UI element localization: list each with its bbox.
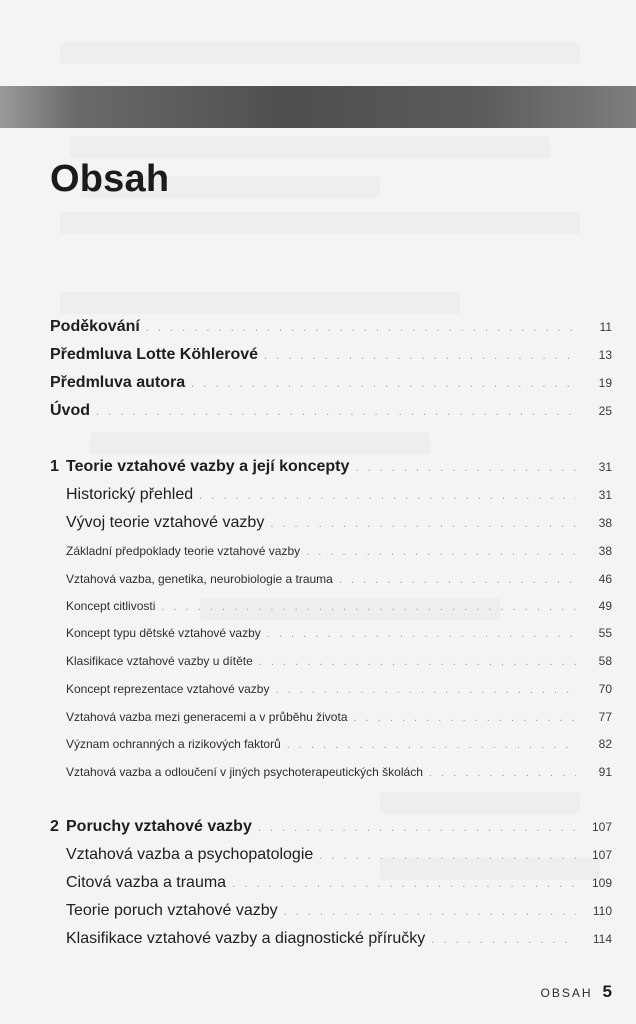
toc-section-theory-development[interactable] (50, 514, 612, 532)
toc-subsection[interactable] (50, 765, 612, 779)
toc-entry-title: Koncept citlivosti (66, 599, 156, 613)
toc-entry-introduction[interactable] (50, 402, 612, 420)
toc-entry-page: 114 (592, 932, 612, 946)
leader-dots (96, 406, 576, 418)
toc-entry-acknowledgements[interactable] (50, 318, 612, 336)
leader-dots (258, 822, 576, 834)
toc-subsection[interactable] (50, 654, 612, 668)
toc-entry-foreword-kohler[interactable] (50, 346, 612, 364)
toc-entry-title: Základní předpoklady teorie vztahové vazby (66, 544, 301, 558)
toc-entry-foreword-author[interactable] (50, 374, 612, 392)
toc-chapter-title (50, 458, 349, 476)
toc-chapter-title (50, 818, 252, 836)
toc-entry-title: Citová vazba a trauma (66, 874, 227, 891)
toc-entry-page: 82 (598, 737, 612, 751)
toc-entry-page: 55 (598, 626, 612, 640)
toc-section-history[interactable] (50, 486, 612, 504)
leader-dots (146, 322, 576, 334)
toc-entry-title: Předmluva autora (50, 374, 186, 391)
toc-entry-page: 49 (598, 599, 612, 613)
toc-entry-title: Koncept typu dětské vztahové vazby (66, 626, 261, 640)
leader-dots (232, 878, 576, 890)
toc-entry-page: 38 (598, 544, 612, 558)
toc-entry-title: Teorie poruch vztahové vazby (66, 902, 278, 919)
toc-entry-page: 31 (598, 460, 612, 474)
leader-dots (339, 574, 576, 586)
toc-entry-page: 46 (598, 572, 612, 586)
toc-chapter-2[interactable] (50, 818, 612, 836)
leader-dots (431, 934, 576, 946)
toc-entry-page: 110 (592, 904, 612, 918)
page-title: Obsah (50, 158, 170, 200)
toc-section[interactable] (50, 874, 612, 892)
leader-dots (191, 378, 576, 390)
leader-dots (264, 350, 576, 362)
page-number: 5 (602, 982, 612, 1001)
chapter-title: Teorie vztahové vazby a její koncepty (66, 458, 350, 475)
toc-subsection[interactable] (50, 710, 612, 724)
toc-entry-title: Vztahová vazba a psychopatologie (66, 846, 314, 863)
chapter-number: 2 (50, 818, 59, 835)
toc-entry-page: 31 (598, 488, 612, 502)
toc-section[interactable] (50, 846, 612, 864)
leader-dots (429, 767, 576, 779)
leader-dots (259, 656, 576, 668)
toc-section[interactable] (50, 902, 612, 920)
toc-entry-title: Vývoj teorie vztahové vazby (66, 514, 265, 531)
running-footer-label: OBSAH (540, 986, 593, 1000)
toc-entry-page: 13 (598, 348, 612, 362)
chapter-number: 1 (50, 458, 59, 475)
page-footer (541, 982, 612, 1002)
leader-dots (199, 490, 576, 502)
toc-entry-title: Vztahová vazba mezi generacemi a v průběhu života (66, 710, 348, 724)
toc-subsection[interactable] (50, 626, 612, 640)
toc-entry-title: Koncept reprezentace vztahové vazby (66, 682, 270, 696)
toc-entry-page: 107 (591, 820, 612, 834)
toc-subsection[interactable] (50, 544, 612, 558)
toc-chapter-1[interactable] (50, 458, 612, 476)
toc-entry-title: Vztahová vazba a odloučení v jiných psychoterapeutických školách (66, 765, 423, 779)
leader-dots (319, 850, 576, 862)
toc-entry-page: 25 (598, 404, 612, 418)
toc-entry-page: 109 (591, 876, 612, 890)
toc-entry-page: 11 (599, 320, 612, 334)
leader-dots (284, 906, 576, 918)
toc-entry-title: Vztahová vazba, genetika, neurobiologie a trauma (66, 572, 333, 586)
toc-entry-page: 77 (598, 710, 612, 724)
leader-dots (161, 601, 576, 613)
leader-dots (287, 739, 576, 751)
toc-entry-page: 38 (598, 516, 612, 530)
toc-entry-page: 19 (598, 376, 612, 390)
toc-entry-page: 58 (598, 654, 612, 668)
toc-entry-title: Klasifikace vztahové vazby a diagnostické příručky (66, 930, 426, 947)
toc-entry-title: Klasifikace vztahové vazby u dítěte (66, 654, 253, 668)
leader-dots (275, 684, 576, 696)
toc-entry-title: Úvod (50, 402, 90, 419)
toc-section[interactable] (50, 930, 612, 948)
leader-dots (354, 712, 577, 724)
toc-entry-title: Poděkování (50, 318, 140, 335)
toc-entry-title: Význam ochranných a rizikových faktorů (66, 737, 281, 751)
chapter-title: Poruchy vztahové vazby (66, 818, 252, 835)
toc-subsection[interactable] (50, 572, 612, 586)
toc-subsection[interactable] (50, 737, 612, 751)
leader-dots (270, 518, 576, 530)
toc-entry-page: 107 (591, 848, 612, 862)
toc-entry-page: 91 (598, 765, 612, 779)
leader-dots (267, 628, 576, 640)
toc-entry-page: 70 (598, 682, 612, 696)
leader-dots (355, 462, 576, 474)
toc-subsection[interactable] (50, 599, 612, 613)
toc-entry-title: Předmluva Lotte Köhlerové (50, 346, 259, 363)
leader-dots (306, 546, 576, 558)
toc-subsection[interactable] (50, 682, 612, 696)
toc-entry-title: Historický přehled (66, 486, 194, 503)
